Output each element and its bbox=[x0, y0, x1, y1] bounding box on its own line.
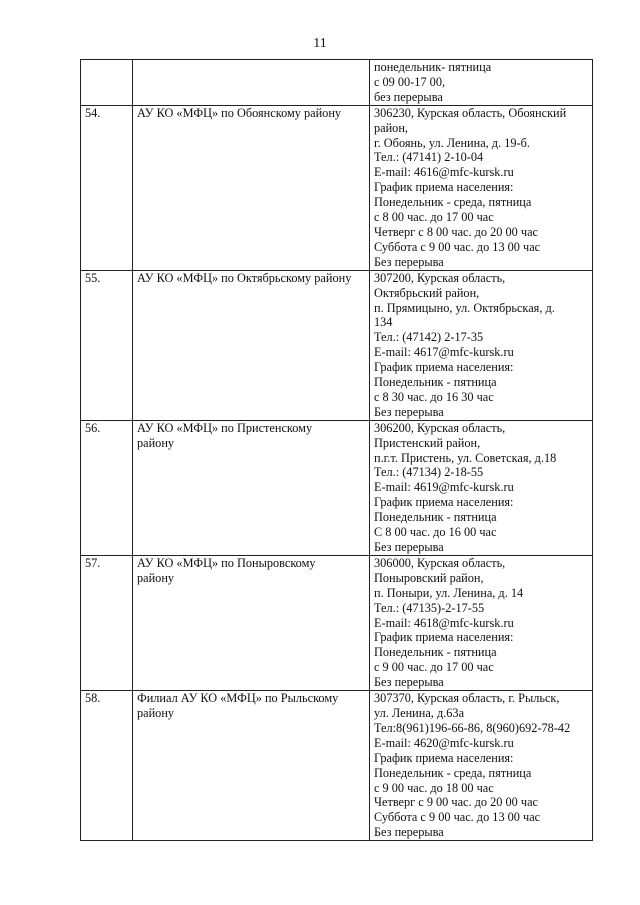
info-line: п. Прямицыно, ул. Октябрьская, д. bbox=[374, 300, 555, 315]
info-line: Октябрьский район, bbox=[374, 285, 480, 300]
info-line: E-mail: 4616@mfc-kursk.ru bbox=[374, 165, 514, 180]
info-line: E-mail: 4620@mfc-kursk.ru bbox=[374, 735, 514, 750]
table-row bbox=[81, 420, 593, 555]
info-line: Понедельник - пятница bbox=[374, 510, 497, 525]
office-contact-schedule bbox=[370, 691, 593, 841]
info-line: с 09 00-17 00, bbox=[374, 74, 446, 89]
info-line: График приема населения: bbox=[374, 360, 514, 375]
info-line: Понедельник - среда, пятница bbox=[374, 195, 532, 210]
mfc-offices-table bbox=[80, 59, 593, 841]
info-line: с 8 30 час. до 16 30 час bbox=[374, 389, 494, 404]
office-contact-schedule bbox=[370, 105, 593, 270]
table-row bbox=[81, 691, 593, 841]
info-line: Тел.: (47134) 2-18-55 bbox=[374, 465, 484, 480]
info-line: 306230, Курская область, Обоянский bbox=[374, 105, 567, 120]
table-row bbox=[81, 270, 593, 420]
info-line: 306200, Курская область, bbox=[374, 420, 506, 435]
info-line: Без перерыва bbox=[374, 254, 444, 269]
office-name bbox=[133, 60, 370, 106]
page-number: 11 bbox=[313, 36, 327, 51]
info-line: Без перерыва bbox=[374, 540, 444, 554]
office-name: АУ КО «МФЦ» по Октябрьскому району bbox=[133, 270, 370, 420]
info-line: Суббота с 9 00 час. до 13 00 час bbox=[374, 239, 541, 254]
info-line: Суббота с 9 00 час. до 13 00 час bbox=[374, 810, 541, 825]
info-line: Тел.: (47142) 2-17-35 bbox=[374, 330, 484, 345]
info-line: E-mail: 4619@mfc-kursk.ru bbox=[374, 480, 514, 495]
row-number: 58. bbox=[81, 691, 133, 841]
row-number: 54. bbox=[81, 105, 133, 270]
info-line: График приема населения: bbox=[374, 495, 514, 510]
row-number: 55. bbox=[81, 270, 133, 420]
table-row bbox=[81, 555, 593, 690]
info-line: Тел:8(961)196-66-86, 8(960)692-78-42 bbox=[374, 720, 571, 735]
info-line: График приема населения: bbox=[374, 180, 514, 195]
info-line: Понедельник - пятница bbox=[374, 375, 497, 390]
info-line: с 8 00 час. до 17 00 час bbox=[374, 210, 494, 225]
info-line: с 9 00 час. до 17 00 час bbox=[374, 660, 494, 675]
info-line: с 9 00 час. до 18 00 час bbox=[374, 780, 494, 795]
info-line: Тел.: (47135)-2-17-55 bbox=[374, 600, 485, 615]
office-contact-schedule bbox=[370, 420, 593, 555]
info-line: Четверг с 9 00 час. до 20 00 час bbox=[374, 795, 538, 810]
info-line: Понедельник - пятница bbox=[374, 645, 497, 660]
info-line: С 8 00 час. до 16 00 час bbox=[374, 525, 497, 540]
office-name: АУ КО «МФЦ» по Пристенскому району bbox=[133, 420, 370, 555]
info-line: г. Обоянь, ул. Ленина, д. 19-б. bbox=[374, 135, 530, 150]
info-line: Понедельник - среда, пятница bbox=[374, 765, 532, 780]
info-line: 307370, Курская область, г. Рыльск, bbox=[374, 691, 560, 706]
table-row bbox=[81, 105, 593, 270]
row-number: 56. bbox=[81, 420, 133, 555]
office-name: Филиал АУ КО «МФЦ» по Рыльскому району bbox=[133, 691, 370, 841]
info-line: 134 bbox=[374, 315, 393, 330]
info-line: Тел.: (47141) 2-10-04 bbox=[374, 150, 484, 165]
table-row bbox=[81, 60, 593, 106]
info-line: E-mail: 4617@mfc-kursk.ru bbox=[374, 345, 514, 360]
office-contact-schedule bbox=[370, 60, 593, 106]
info-line: График приема населения: bbox=[374, 750, 514, 765]
info-line: п. Поныри, ул. Ленина, д. 14 bbox=[374, 585, 524, 600]
info-line: График приема населения: bbox=[374, 630, 514, 645]
info-line: Без перерыва bbox=[374, 825, 444, 840]
info-line: Без перерыва bbox=[374, 675, 444, 690]
info-line: Без перерыва bbox=[374, 404, 444, 419]
info-line: 306000, Курская область, bbox=[374, 555, 506, 570]
info-line: Пристенский район, bbox=[374, 435, 481, 450]
info-line: ул. Ленина, д.63а bbox=[374, 705, 465, 720]
row-number: 57. bbox=[81, 555, 133, 690]
info-line: Четверг с 8 00 час. до 20 00 час bbox=[374, 224, 538, 239]
info-line: район, bbox=[374, 120, 408, 135]
table-body bbox=[81, 60, 593, 841]
info-line: E-mail: 4618@mfc-kursk.ru bbox=[374, 615, 514, 630]
office-name: АУ КО «МФЦ» по Обоянскому району bbox=[133, 105, 370, 270]
info-line: п.г.т. Пристень, ул. Советская, д.18 bbox=[374, 450, 557, 465]
info-line: 307200, Курская область, bbox=[374, 270, 506, 285]
office-name: АУ КО «МФЦ» по Поныровскому району bbox=[133, 555, 370, 690]
row-number bbox=[81, 60, 133, 106]
info-line: без перерыва bbox=[374, 89, 443, 104]
info-line: понедельник- пятница bbox=[374, 60, 492, 74]
office-contact-schedule bbox=[370, 555, 593, 690]
info-line: Поныровский район, bbox=[374, 570, 484, 585]
office-contact-schedule bbox=[370, 270, 593, 420]
